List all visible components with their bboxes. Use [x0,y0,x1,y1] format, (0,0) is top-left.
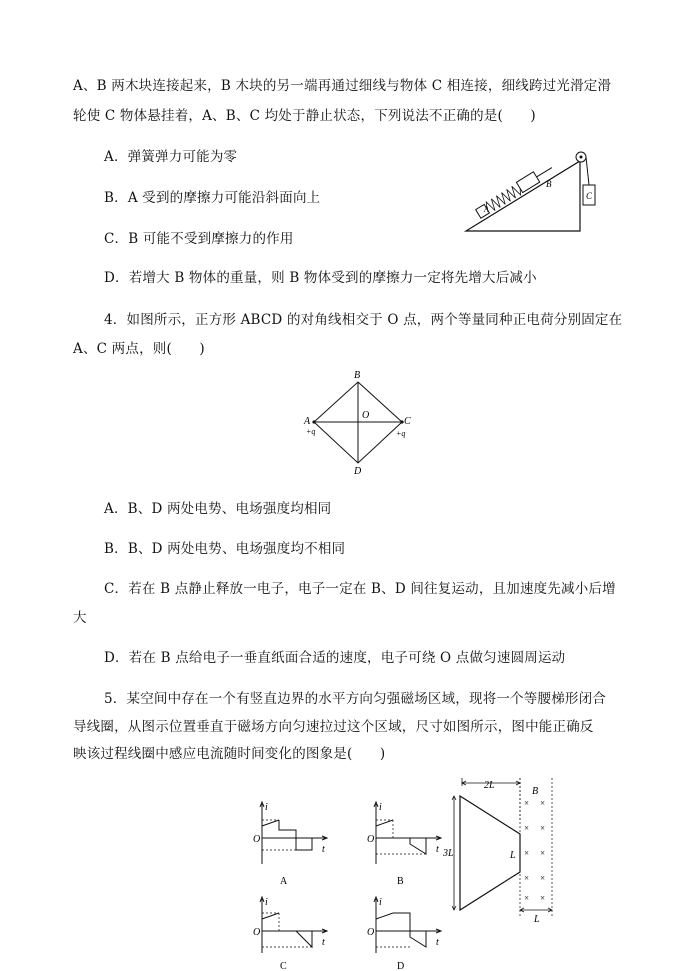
field-cross: × [540,848,546,858]
field-cross: × [524,848,530,858]
q3-option-d: D．若增大 B 物体的重量，则 B 物体受到的摩擦力一定将先增大后减小 [104,270,537,286]
label-a: A [304,416,311,427]
graph-b [360,798,452,890]
origin-o: O [253,927,261,938]
label-o: O [362,410,370,421]
axis-t: t [436,937,439,948]
q4-option-a: A．B、D 两处电势、电场强度均相同 [104,501,332,517]
q5-text-line2: 导线圈，从图示位置垂直于磁场方向匀速拉过这个区域，尺寸如图所示，图中能正确反 [73,719,594,735]
field-cross: × [524,873,530,883]
graph-c [246,893,338,971]
dim-right: L [510,850,516,861]
label-d: D [354,466,362,477]
incline-figure [462,145,602,237]
label-b: B [354,370,361,381]
q4-option-c: C．若在 B 点静止释放一电子，电子一定在 B、D 间往复运动，且加速度先减小后增 [104,581,616,597]
q5-text-line3: 映该过程线圈中感应电流随时间变化的图象是( ) [73,746,386,762]
label-qc: +q [396,429,406,438]
field-cross: × [540,798,546,808]
graph-name-d: D [397,961,405,971]
label-b: B [546,179,552,189]
label-c: C [586,191,593,201]
axis-i: i [265,802,268,813]
origin-o: O [253,834,261,845]
q4-option-b: B．B、D 两处电势、电场强度均不相同 [104,541,346,557]
q3-text-line1: A、B 两木块连接起来，B 木块的另一端再通过细线与物体 C 相连接，细线跨过光滑定滑 [73,78,612,94]
field-cross: × [524,823,530,833]
field-cross: × [540,823,546,833]
axis-i: i [379,802,382,813]
q4-text-line1: 4．如图所示，正方形 ABCD 的对角线相交于 O 点，两个等量同种正电荷分别固定在 [104,312,623,328]
graph-d [360,893,452,971]
origin-o: O [367,927,375,938]
axis-i: i [379,897,382,908]
field-cross: × [524,798,530,808]
field-label: B [532,786,539,797]
q3-option-c: C．B 可能不受到摩擦力的作用 [104,231,294,247]
label-c: C [404,416,411,427]
q3-option-b: B．A 受到的摩擦力可能沿斜面向上 [104,190,321,206]
label-a: A [484,205,489,214]
square-figure [300,366,420,478]
dim-bottom: L [534,914,540,925]
axis-t: t [322,844,325,855]
dim-left: 3L [443,848,454,859]
graph-a [246,798,338,890]
axis-t: t [322,937,325,948]
axis-i: i [265,897,268,908]
q4-text-line2: A、C 两点，则( ) [73,341,205,357]
origin-o: O [367,834,375,845]
q4-option-d: D．若在 B 点给电子一垂直纸面合适的速度，电子可绕 O 点做匀速圆周运动 [104,650,566,666]
field-cross: × [524,893,530,903]
label-qa: +q [306,427,316,436]
axis-t: t [436,844,439,855]
q5-text-line1: 5．某空间中存在一个有竖直边界的水平方向匀强磁场区域，现将一个等腰梯形闭合 [104,691,606,707]
q3-text-line2: 轮使 C 物体悬挂着，A、B、C 均处于静止状态，下列说法不正确的是( ) [73,108,536,124]
field-cross: × [540,893,546,903]
graph-name-b: B [397,876,404,887]
q3-option-a: A．弹簧弹力可能为零 [104,149,238,165]
q4-option-c-cont: 大 [73,610,87,626]
coil-field-figure [440,776,560,926]
field-cross: × [540,873,546,883]
graph-name-c: C [280,961,287,971]
graph-name-a: A [280,876,288,887]
dim-top: 2L [484,780,495,791]
